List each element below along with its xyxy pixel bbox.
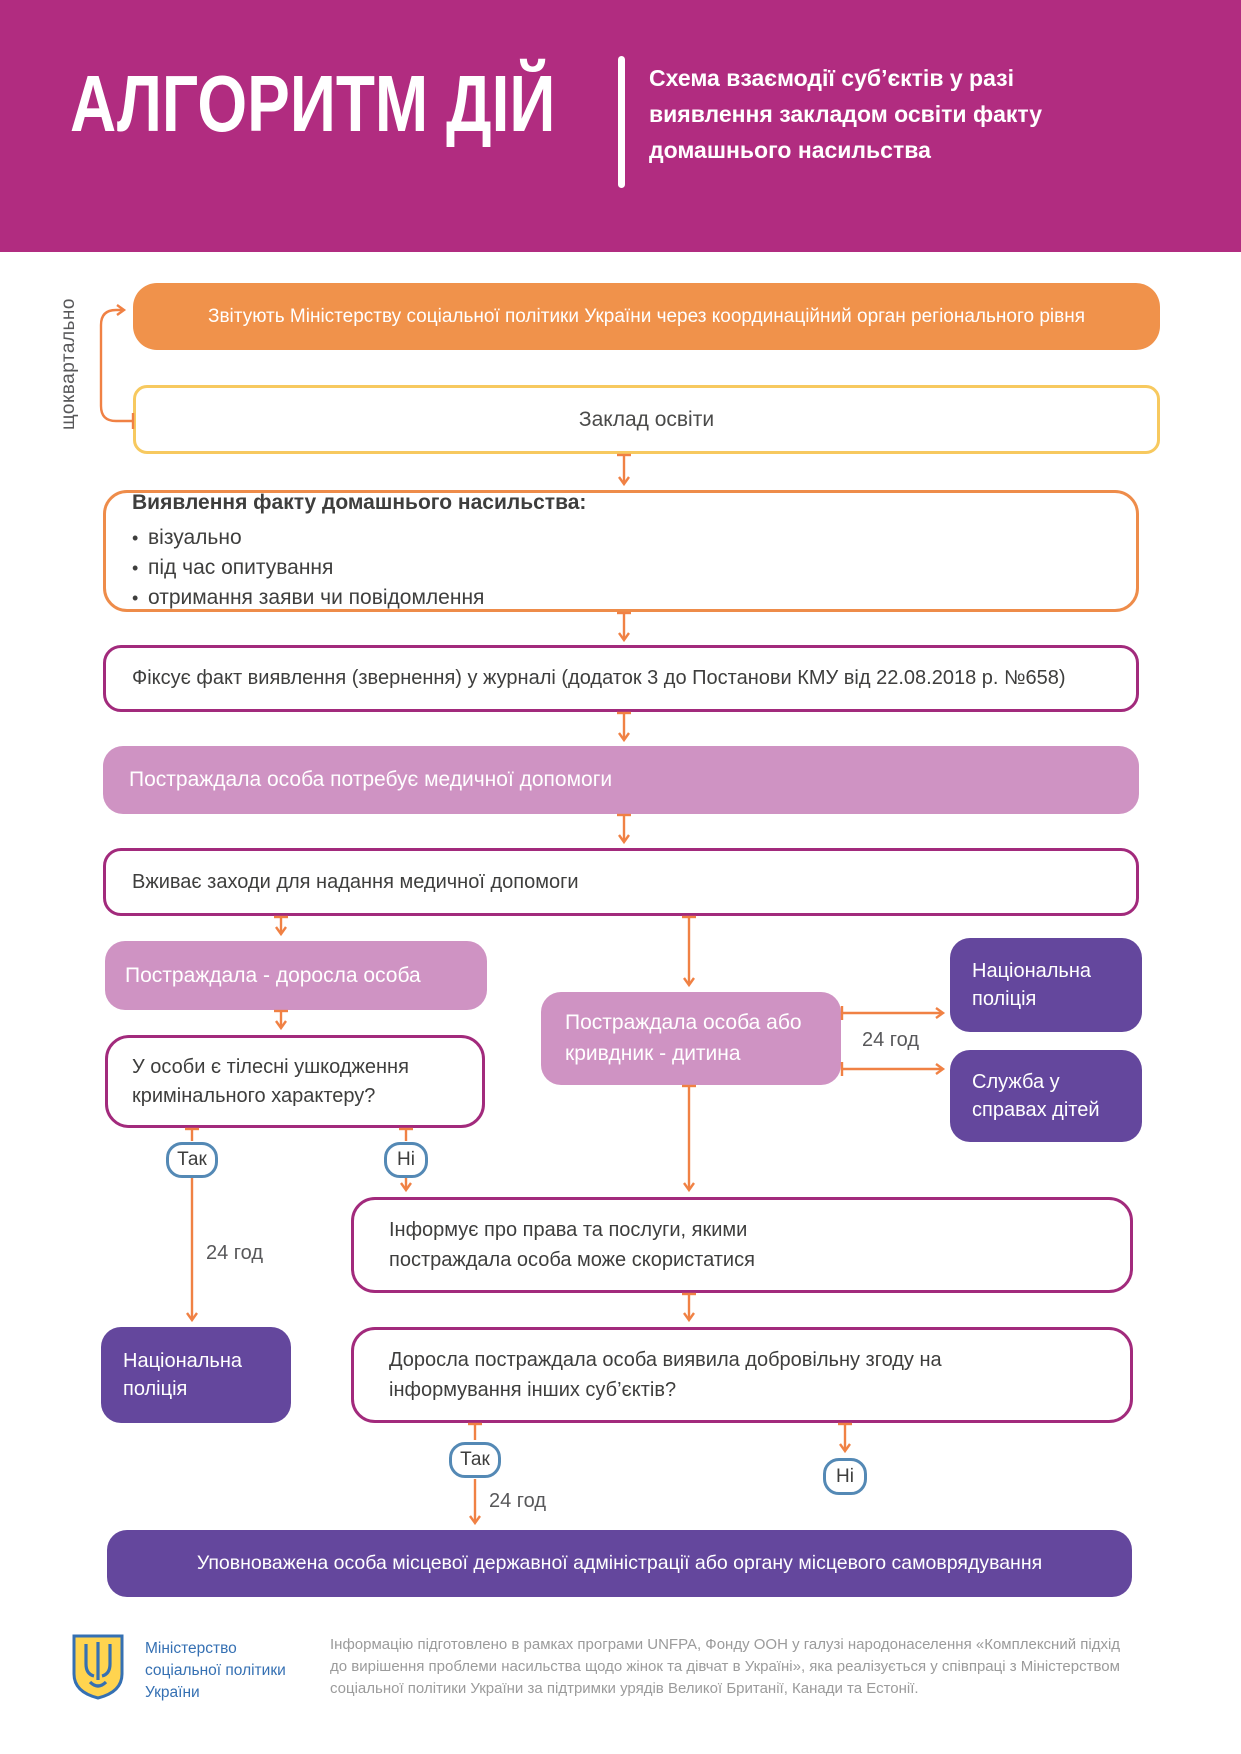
header-divider (618, 56, 625, 188)
detection-item: • отримання заяви чи повідомлення (132, 583, 1110, 613)
node-detection (103, 490, 1139, 612)
header-subtitle-line: домашнього насильства (649, 137, 931, 163)
oval-no-2: Ні (823, 1458, 867, 1495)
oval-yes-2: Так (449, 1442, 501, 1478)
oval-no-1: Ні (384, 1142, 428, 1178)
footer-credit-line: Інформацію підготовлено в рамках програми UNFPA, Фонду ООН у галузі народонаселення «Комплексний підхід (330, 1636, 1121, 1653)
ministry-name-line: України (145, 1684, 200, 1701)
trident-icon (72, 1634, 124, 1700)
node-victim-or-abuser-child: Постраждала особа або кривдник - дитина (541, 992, 841, 1085)
node-authorized-person: Уповноважена особа місцевої державної адміністрації або органу місцевого самоврядування (107, 1530, 1132, 1597)
page-title: АЛГОРИТМ ДІЙ (70, 59, 556, 148)
footer-credit (330, 1634, 1210, 1700)
ministry-name-line: Міністерство (145, 1640, 237, 1657)
node-victim-adult: Постраждала - доросла особа (105, 941, 487, 1010)
detection-title: Виявлення факту домашнього насильства: (132, 491, 587, 515)
ministry-logo (72, 1634, 124, 1700)
node-report-ministry: Звітують Міністерству соціальної політики України через координаційний орган регіонального рівня (133, 283, 1160, 350)
header-subtitle-line: Схема взаємодії суб’єктів у разі (649, 65, 1014, 91)
footer-credit-line: до вирішення проблеми насильства щодо жінок та дівчат в Україні», яка реалізується у співпраці з Міністерством (330, 1658, 1120, 1675)
node-consent-question: Доросла постраждала особа виявила добровільну згоду на інформування інших суб’єктів? (351, 1327, 1133, 1423)
node-national-police-right: Національна поліція (950, 938, 1142, 1032)
header-subtitle-line: виявлення закладом освіти факту (649, 101, 1043, 127)
node-injuries-question: У особи є тілесні ушкодження кримінального характеру? (105, 1035, 485, 1128)
oval-yes-1: Так (166, 1142, 218, 1178)
ministry-name (145, 1638, 335, 1704)
node-informs-rights: Інформує про права та послуги, якими постраждала особа може скористатися (351, 1197, 1133, 1293)
label-24h-bottom: 24 год (489, 1490, 547, 1512)
node-journal: Фіксує факт виявлення (звернення) у журналі (додаток 3 до Постанови КМУ від 22.08.2018 р. №658) (103, 645, 1139, 712)
node-national-police-left: Національна поліція (101, 1327, 291, 1423)
label-quarterly: щоквартально (58, 298, 79, 430)
header-subtitle (649, 60, 1109, 168)
node-school: Заклад освіти (133, 385, 1160, 454)
node-medical-measures: Вживає заходи для надання медичної допомоги (103, 848, 1139, 916)
label-24h-child: 24 год (862, 1029, 920, 1051)
detection-item: • візуально (132, 523, 1110, 553)
label-24h-left: 24 год (206, 1242, 264, 1264)
footer-credit-line: соціальної політики України за підтримки урядів Великої Британії, Канади та Естонії. (330, 1680, 919, 1697)
detection-item: • під час опитування (132, 553, 1110, 583)
node-children-affairs-service: Служба у справах дітей (950, 1050, 1142, 1142)
node-needs-medical-aid: Постраждала особа потребує медичної допомоги (103, 746, 1139, 814)
ministry-name-line: соціальної політики (145, 1662, 286, 1679)
